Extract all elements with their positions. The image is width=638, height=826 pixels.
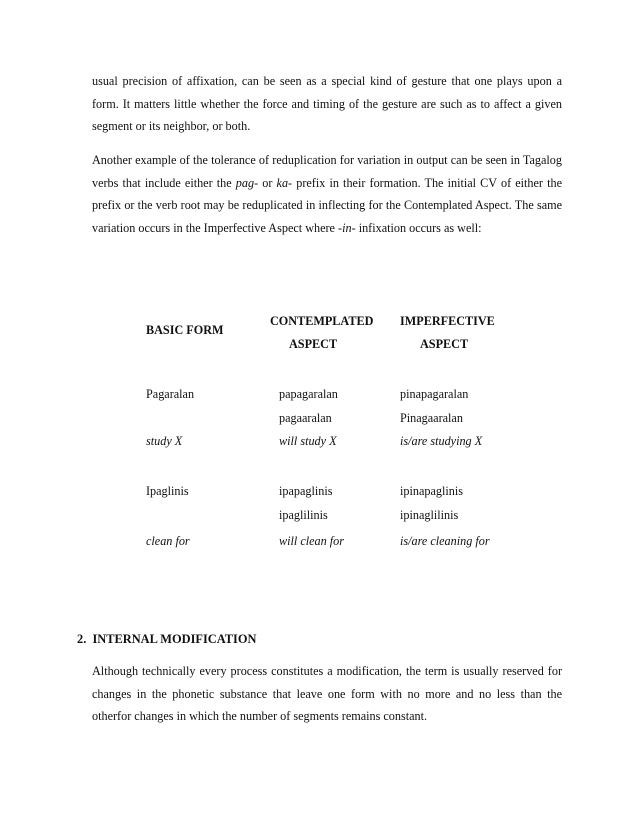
imperfective-cell: Pinagaaralan — [400, 411, 463, 425]
imperfective-cell: ipinapaglinis — [400, 484, 463, 498]
contemplated-cell: ipaglilinis — [279, 508, 328, 522]
paragraph-text-4: infixation occurs as well: — [355, 220, 482, 235]
paragraph-intro: usual precision of affixation, can be seen as a special kind of gesture that one plays upon a form. It matters little whether the force and timing of the gesture are such as to affect a given segment or its neighbor, or both. — [92, 74, 562, 134]
contemplated-cell: pagaaralan — [279, 411, 332, 425]
section-heading: 2. INTERNAL MODIFICATION — [77, 632, 257, 646]
prefix-ka: ka- — [276, 175, 293, 190]
gloss-basic: clean for — [146, 534, 190, 548]
gloss-imperfective: is/are studying X — [400, 434, 483, 448]
header-imperfective-aspect: ASPECT — [420, 337, 469, 351]
imperfective-cell: pinapagaralan — [400, 387, 469, 401]
paragraph-text-1: Another example of the tolerance of reduplication for variation in output can be seen in Tagalog verbs that include either the — [92, 153, 562, 190]
contemplated-cell: ipapaglinis — [279, 484, 333, 498]
gloss-contemplated: will study X — [279, 434, 337, 448]
paragraph-text-2: or — [258, 175, 277, 190]
paragraph-tagalog-example — [92, 149, 562, 239]
paragraph-text-3: prefix in their formation. The initial CV of either the prefix or the verb root may be reduplicated in inflecting for the Contemplated Aspect. The same variation occurs in the Imperfective Aspect where — [92, 175, 562, 235]
gloss-basic: study X — [146, 434, 183, 448]
header-contemplated: CONTEMPLATED — [270, 314, 374, 328]
contemplated-cell: papagaralan — [279, 387, 338, 401]
gloss-imperfective: is/are cleaning for — [400, 534, 490, 548]
basic-form-cell: Pagaralan — [146, 387, 195, 401]
header-basic-form: BASIC FORM — [146, 323, 224, 337]
header-imperfective: IMPERFECTIVE — [400, 314, 495, 328]
basic-form-cell: Ipaglinis — [146, 484, 189, 498]
header-contemplated-aspect: ASPECT — [289, 337, 338, 351]
imperfective-cell: ipinaglilinis — [400, 508, 459, 522]
paragraph-internal-modification: Although technically every process constitutes a modification, the term is usually reserved for changes in the phonetic substance that leave one form with no more and no less than the otherfor changes in which the number of segments remains constant. — [92, 664, 562, 724]
prefix-pag: pag- — [235, 175, 259, 190]
infix-in: -in- — [338, 220, 356, 235]
gloss-contemplated: will clean for — [279, 534, 344, 548]
